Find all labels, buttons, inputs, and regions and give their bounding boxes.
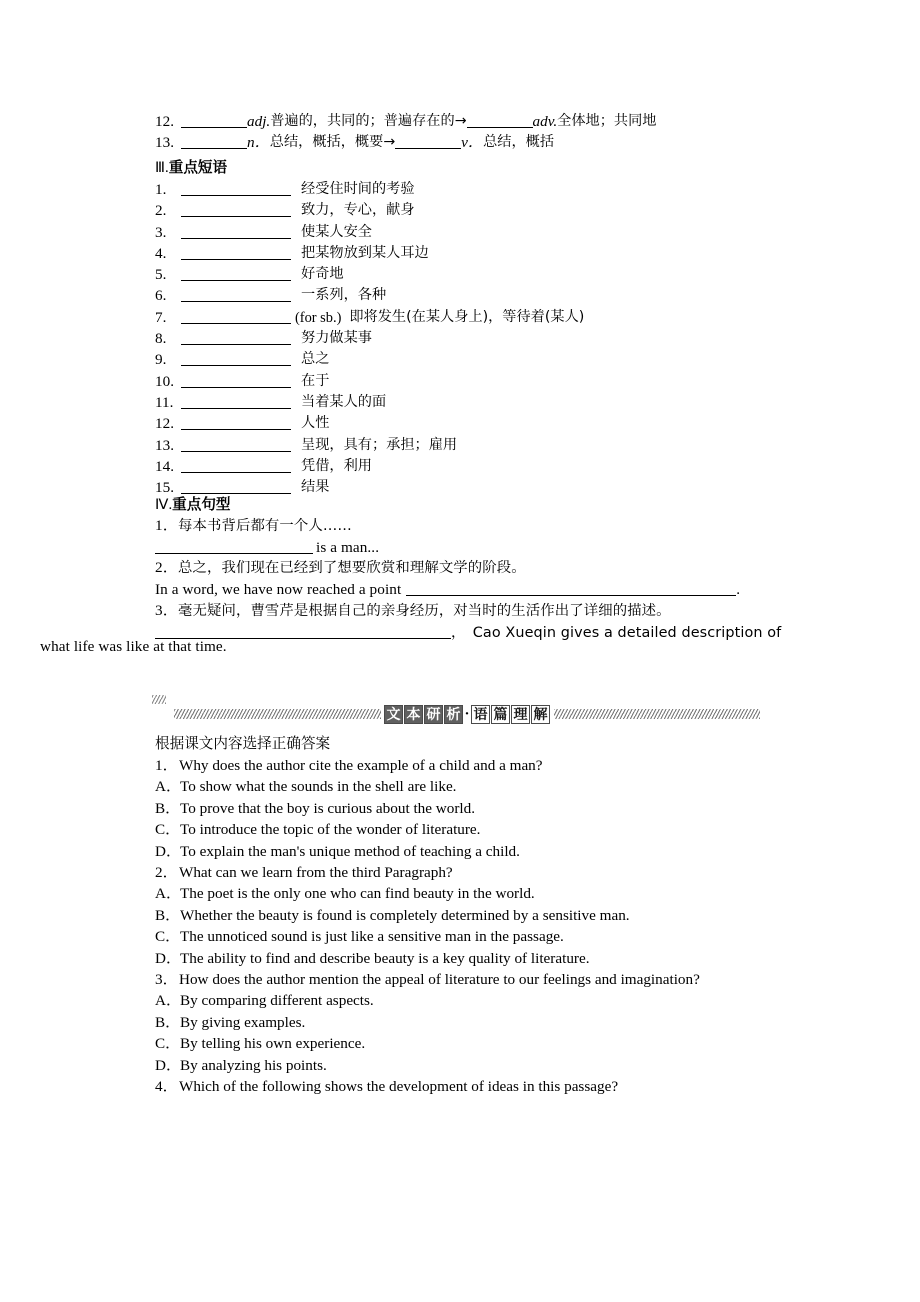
banner-char: 语 <box>471 705 490 724</box>
phrase-number: 12. <box>155 415 174 433</box>
choice-text: By analyzing his points. <box>180 1056 327 1074</box>
phrase-meaning: 致力，专心，献身 <box>301 202 415 219</box>
question-stem <box>155 755 700 776</box>
question-text: Which of the following shows the development of ideas in this passage? <box>179 1078 619 1096</box>
phrase-row <box>155 327 584 348</box>
phrase-number: 10. <box>155 372 174 390</box>
phrase-row <box>155 199 584 220</box>
part-of-speech: n． <box>247 134 270 152</box>
phrase-qualifier: (for sb.) <box>295 309 342 326</box>
pattern-english-tail: ， Cao Xueqin gives a detailed description of <box>451 625 782 642</box>
pattern-chinese-text: 毫无疑问，曹雪芹是根据自己的亲身经历，对当时的生活作出了详细的描述。 <box>177 603 671 619</box>
choice-label: D． <box>155 1056 182 1074</box>
phrase-number: 7. <box>155 308 167 326</box>
pattern-english-tail: is a man... <box>316 539 380 557</box>
banner-hatch-right <box>554 709 761 719</box>
answer-blank[interactable] <box>181 394 291 409</box>
phrase-meaning: 呈现，具有；承担；雇用 <box>301 436 458 453</box>
vocab-meaning: 总结，概括，概要→ <box>269 134 396 151</box>
phrase-meaning: 结果 <box>301 479 330 496</box>
pattern-chinese <box>155 557 740 579</box>
question-number: 1． <box>155 757 178 774</box>
answer-choice[interactable] <box>155 776 700 797</box>
vocab-item-number: 13. <box>155 134 174 152</box>
banner-char: 研 <box>424 705 443 724</box>
question-number: 4． <box>155 1078 178 1096</box>
banner-char: 析 <box>444 705 463 724</box>
pattern-3-wrap-line: what life was like at that time. <box>40 638 227 655</box>
question-text: What can we learn from the third Paragraph? <box>179 864 453 882</box>
choice-text: By giving examples. <box>180 1013 306 1031</box>
pattern-item-3 <box>155 600 781 645</box>
pattern-chinese-text: 每本书背后都有一个人…… <box>177 518 352 534</box>
pattern-answer-line <box>155 579 740 600</box>
answer-blank[interactable] <box>181 479 291 494</box>
part-of-speech: adv. <box>532 113 558 130</box>
answer-choice[interactable] <box>155 798 700 819</box>
banner-char: 本 <box>404 705 423 724</box>
phrase-row <box>155 348 584 369</box>
question-number: 3． <box>155 971 178 989</box>
banner-hatch-left <box>174 709 381 719</box>
reading-question-list <box>155 755 700 1098</box>
phrase-number: 14. <box>155 457 174 475</box>
phrase-row <box>155 178 584 199</box>
choice-label: A． <box>155 992 182 1010</box>
phrase-meaning: 总之 <box>301 351 330 368</box>
choice-text: By comparing different aspects. <box>180 992 374 1010</box>
answer-choice[interactable] <box>155 883 700 904</box>
answer-blank[interactable] <box>395 134 461 149</box>
choice-text: The unnoticed sound is just like a sensitive man in the passage. <box>180 928 564 946</box>
phrase-row <box>155 284 584 305</box>
question-text: How does the author mention the appeal of literature to our feelings and imagination? <box>179 971 700 989</box>
phrase-meaning: 经受住时间的考验 <box>301 181 415 197</box>
answer-blank[interactable] <box>181 330 291 345</box>
vocab-meaning: 总结，概括 <box>483 134 555 151</box>
question-text: Why does the author cite the example of a child and a man? <box>179 757 543 774</box>
vocab-item-number: 12. <box>155 113 174 130</box>
section-numeral: Ⅳ. <box>155 497 173 513</box>
pattern-answer-line <box>155 537 379 558</box>
phrase-number: 9. <box>155 351 167 369</box>
phrase-number: 8. <box>155 330 167 348</box>
answer-blank[interactable] <box>181 181 291 196</box>
reading-instruction: 根据课文内容选择正确答案 <box>155 735 331 752</box>
phrase-meaning: 好奇地 <box>301 266 344 283</box>
phrase-number: 6. <box>155 287 167 305</box>
phrase-meaning: 一系列，各种 <box>301 287 387 304</box>
answer-choice[interactable] <box>155 905 700 926</box>
phrase-number: 4. <box>155 244 167 262</box>
phrase-meaning: 人性 <box>301 415 330 432</box>
choice-label: C． <box>155 821 181 839</box>
choice-label: B． <box>155 799 181 817</box>
phrase-row <box>155 263 584 284</box>
section-heading-patterns <box>155 493 231 514</box>
answer-blank[interactable] <box>181 224 291 239</box>
choice-label: C． <box>155 928 181 946</box>
answer-choice[interactable] <box>155 1012 700 1033</box>
phrase-number: 5. <box>155 266 167 284</box>
choice-text: Whether the beauty is found is completely determined by a sensitive man. <box>180 906 630 924</box>
phrase-number: 1. <box>155 181 167 198</box>
phrase-meaning: 凭借，利用 <box>301 457 372 474</box>
question-stem <box>155 969 700 990</box>
section-banner <box>152 701 760 727</box>
vocab-row <box>155 131 656 152</box>
pattern-chinese <box>155 600 781 622</box>
answer-blank[interactable] <box>181 134 247 149</box>
answer-blank[interactable] <box>406 581 736 596</box>
section-heading-phrases <box>155 156 227 177</box>
part-of-speech: adj. <box>247 113 271 130</box>
answer-blank[interactable] <box>181 437 291 452</box>
phrase-row <box>155 221 584 242</box>
phrase-number: 13. <box>155 436 174 454</box>
pattern-number: 3． <box>155 602 178 619</box>
question-number: 2． <box>155 864 178 882</box>
section-numeral: Ⅲ. <box>155 160 169 176</box>
answer-choice[interactable] <box>155 1033 700 1054</box>
answer-blank[interactable] <box>181 351 291 366</box>
choice-label: B． <box>155 906 181 924</box>
phrase-number: 2. <box>155 202 167 220</box>
banner-char: 篇 <box>491 705 510 724</box>
section-title: 重点句型 <box>172 496 231 513</box>
phrase-row <box>155 391 584 412</box>
section-title: 重点短语 <box>168 159 228 176</box>
pattern-number: 2． <box>155 559 178 576</box>
pattern-chinese-text: 总之，我们现在已经到了想要欣赏和理解文学的阶段。 <box>177 560 526 576</box>
choice-text: To prove that the boy is curious about the world. <box>180 799 476 817</box>
phrase-row <box>155 412 584 433</box>
part-of-speech: v． <box>461 134 484 152</box>
pattern-answer-line <box>155 622 781 644</box>
answer-blank[interactable] <box>181 458 291 473</box>
choice-text: To explain the man's unique method of teaching a child. <box>180 842 520 860</box>
pattern-english-head: In a word, we have now reached a point <box>155 581 402 599</box>
phrase-row <box>155 306 584 327</box>
phrase-row <box>155 434 584 455</box>
banner-corner-decoration <box>152 701 174 727</box>
choice-text: To introduce the topic of the wonder of literature. <box>180 821 481 839</box>
phrase-number: 11. <box>155 393 174 411</box>
vocab-meaning: 全体地；共同地 <box>557 113 657 129</box>
phrase-meaning: 即将发生(在某人身上)，等待着(某人) <box>349 308 585 325</box>
answer-choice[interactable] <box>155 990 700 1011</box>
answer-blank[interactable] <box>181 309 291 324</box>
vocab-row <box>155 110 656 131</box>
answer-blank[interactable] <box>181 113 247 128</box>
phrase-row <box>155 242 584 263</box>
choice-label: A． <box>155 885 182 903</box>
banner-char: 理 <box>511 705 530 724</box>
answer-blank[interactable] <box>181 415 291 430</box>
phrase-number: 15. <box>155 479 174 497</box>
choice-label: A． <box>155 778 182 796</box>
answer-choice[interactable] <box>155 841 700 862</box>
phrase-meaning: 使某人安全 <box>301 223 372 240</box>
choice-text: To show what the sounds in the shell are like. <box>180 778 457 796</box>
answer-choice[interactable] <box>155 819 700 840</box>
phrase-meaning: 当着某人的面 <box>301 393 387 410</box>
choice-label: D． <box>155 842 182 860</box>
question-stem <box>155 1076 700 1097</box>
banner-separator: · <box>464 705 470 722</box>
phrase-meaning: 在于 <box>301 372 330 389</box>
pattern-item-2 <box>155 557 740 601</box>
banner-char: 文 <box>384 705 403 724</box>
phrase-number: 3. <box>155 223 167 241</box>
pattern-chinese <box>155 515 379 537</box>
choice-label: D． <box>155 949 182 967</box>
phrase-meaning: 把某物放到某人耳边 <box>301 244 429 261</box>
banner-label <box>381 705 554 724</box>
vocab-meaning: 普遍的，共同的；普遍存在的→ <box>270 113 467 129</box>
answer-blank[interactable] <box>181 245 291 260</box>
answer-choice[interactable] <box>155 948 700 969</box>
phrase-list <box>155 178 584 497</box>
choice-text: The poet is the only one who can find beauty in the world. <box>180 885 535 903</box>
answer-blank[interactable] <box>181 373 291 388</box>
answer-blank[interactable] <box>181 202 291 217</box>
answer-blank[interactable] <box>181 288 291 303</box>
answer-choice[interactable] <box>155 926 700 947</box>
answer-blank[interactable] <box>181 266 291 281</box>
vocab-tail-list <box>155 110 656 153</box>
pattern-english-tail: . <box>736 581 741 599</box>
answer-choice[interactable] <box>155 1055 700 1076</box>
pattern-item-1 <box>155 515 379 559</box>
phrase-meaning: 努力做某事 <box>301 330 372 347</box>
question-stem <box>155 862 700 883</box>
choice-text: The ability to find and describe beauty is a key quality of literature. <box>180 949 590 967</box>
phrase-row <box>155 455 584 476</box>
banner-char: 解 <box>531 705 550 724</box>
pattern-number: 1． <box>155 517 178 534</box>
choice-label: B． <box>155 1013 181 1031</box>
phrase-row <box>155 370 584 391</box>
choice-label: C． <box>155 1035 181 1053</box>
choice-text: By telling his own experience. <box>180 1035 366 1053</box>
answer-blank[interactable] <box>467 113 533 128</box>
answer-blank[interactable] <box>155 539 313 554</box>
